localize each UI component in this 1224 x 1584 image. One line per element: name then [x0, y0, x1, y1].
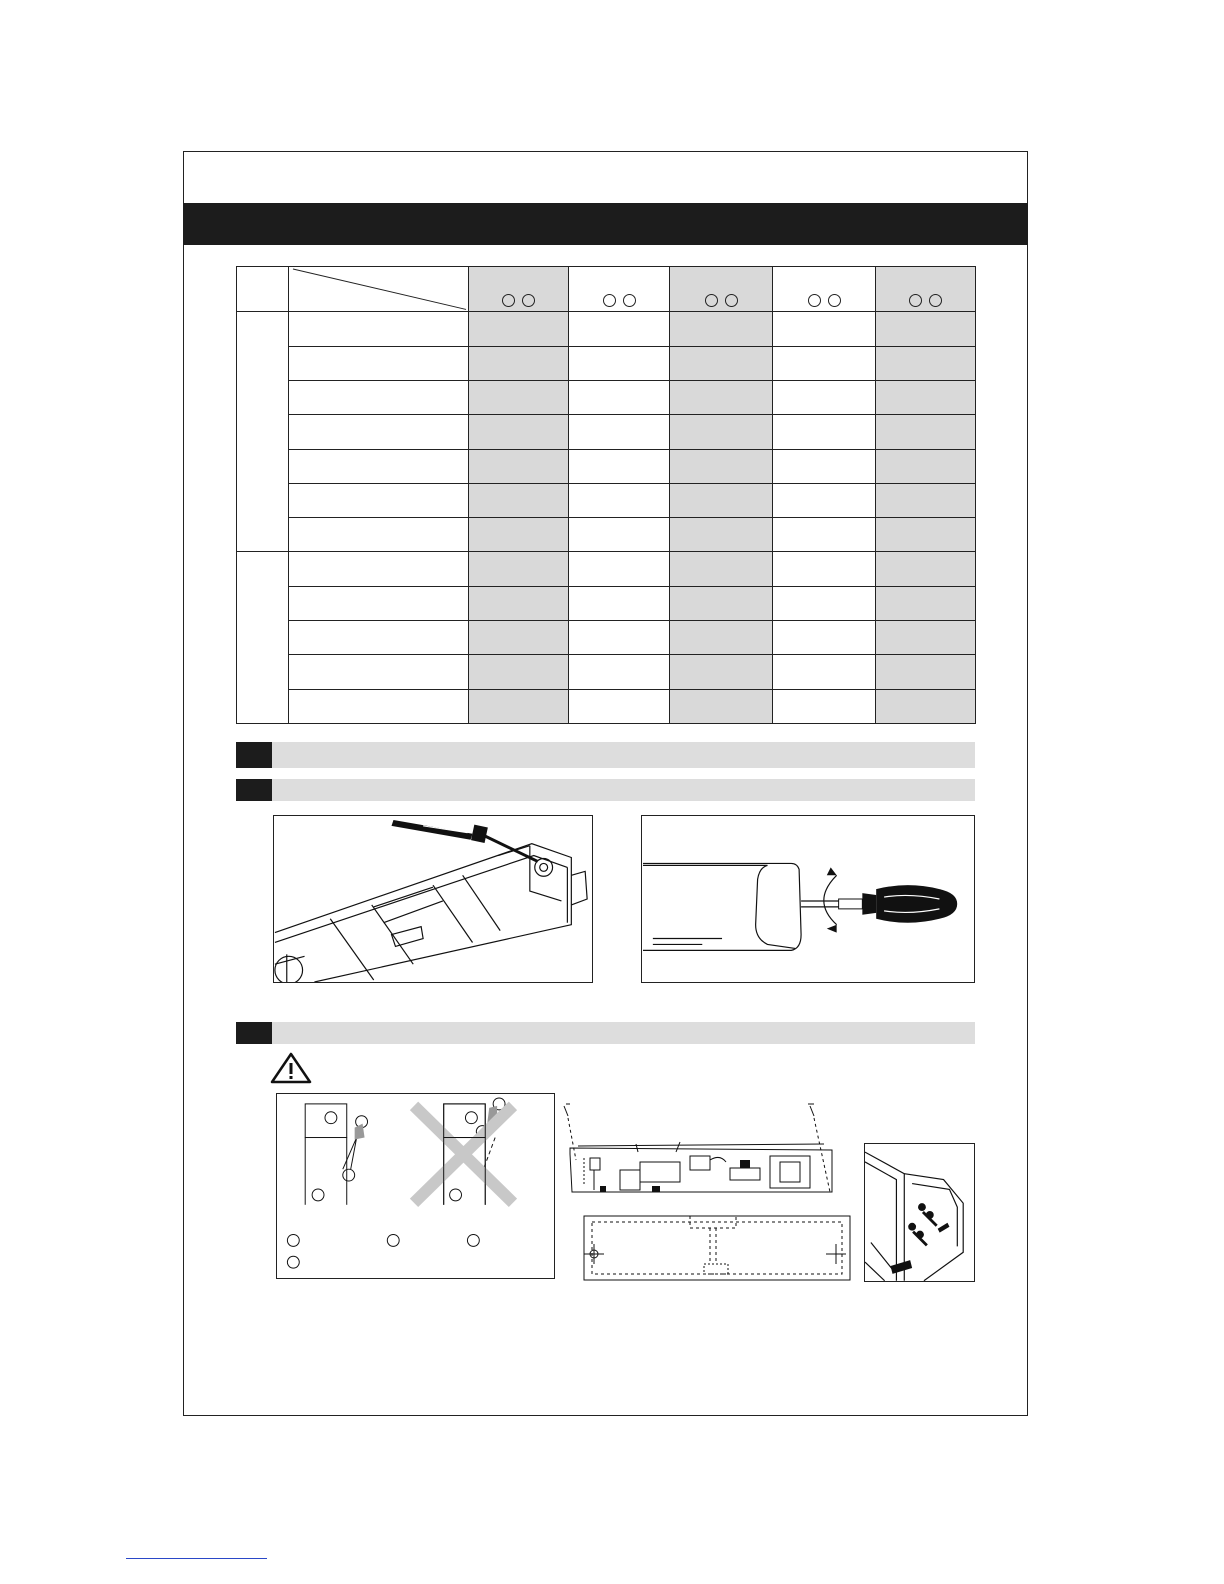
- footnote-link-underline[interactable]: [126, 1558, 267, 1559]
- row-label: [289, 655, 469, 689]
- table-cell: [876, 552, 976, 586]
- figure-detail: [864, 1143, 975, 1282]
- table-cell: [569, 586, 670, 620]
- step-3-tag: [236, 1022, 272, 1044]
- row-label: [289, 586, 469, 620]
- table-row: [237, 655, 976, 689]
- table-row: [237, 552, 976, 586]
- table-cell: [469, 621, 569, 655]
- diagonal-header-cell: [289, 267, 469, 312]
- figure-board-assembly: [560, 1100, 856, 1284]
- table-cell: [773, 483, 876, 517]
- table-cell: [876, 483, 976, 517]
- table-cell: [773, 518, 876, 552]
- table-cell: [670, 689, 773, 723]
- table-cell: [469, 552, 569, 586]
- table-row: [237, 449, 976, 483]
- table-header-row: [237, 267, 976, 312]
- row-label: [289, 449, 469, 483]
- table-cell: [469, 380, 569, 414]
- row-label: [289, 518, 469, 552]
- table-cell: [876, 518, 976, 552]
- table-row: [237, 312, 976, 346]
- end-cap-illustration: [642, 816, 974, 982]
- table-row: [237, 518, 976, 552]
- column-header: [876, 267, 976, 312]
- row-label: [289, 621, 469, 655]
- table-cell: [569, 655, 670, 689]
- table-cell: [670, 312, 773, 346]
- figure-end-cap: [641, 815, 975, 983]
- table-cell: [773, 621, 876, 655]
- step-1-tag: [236, 742, 272, 768]
- figure-open-case: [273, 815, 593, 983]
- table-cell: [773, 655, 876, 689]
- table-cell: [876, 380, 976, 414]
- table-cell: [670, 621, 773, 655]
- column-header: [670, 267, 773, 312]
- table-cell: [670, 483, 773, 517]
- table-cell: [670, 415, 773, 449]
- table-cell: [469, 689, 569, 723]
- table-cell: [876, 586, 976, 620]
- table-cell: [469, 449, 569, 483]
- detail-illustration: [865, 1144, 974, 1281]
- table-cell: [773, 415, 876, 449]
- table-cell: [469, 483, 569, 517]
- table-cell: [670, 449, 773, 483]
- figure-correct-incorrect: [276, 1093, 555, 1279]
- table-cell: [469, 586, 569, 620]
- table-cell: [876, 621, 976, 655]
- case-illustration: [274, 816, 592, 982]
- corner-cell: [237, 267, 289, 312]
- table-cell: [569, 483, 670, 517]
- table-cell: [569, 415, 670, 449]
- table-cell: [773, 689, 876, 723]
- warning-icon: [270, 1052, 312, 1084]
- column-header: [469, 267, 569, 312]
- table-cell: [469, 518, 569, 552]
- table-row: [237, 621, 976, 655]
- table-cell: [670, 586, 773, 620]
- table-cell: [469, 415, 569, 449]
- row-label: [289, 689, 469, 723]
- table-cell: [670, 380, 773, 414]
- table-cell: [469, 346, 569, 380]
- table-cell: [569, 346, 670, 380]
- table-row: [237, 415, 976, 449]
- step-2-bar: [236, 779, 975, 801]
- board-illustration: [560, 1100, 856, 1284]
- table-cell: [876, 415, 976, 449]
- spec-table: [236, 266, 976, 724]
- table-cell: [773, 586, 876, 620]
- row-label: [289, 380, 469, 414]
- section-title-bar: [183, 203, 1028, 245]
- step-1-bar: [236, 742, 975, 768]
- table-cell: [569, 518, 670, 552]
- table-row: [237, 346, 976, 380]
- table-cell: [670, 655, 773, 689]
- table-cell: [569, 312, 670, 346]
- column-header: [569, 267, 670, 312]
- column-header: [773, 267, 876, 312]
- row-label: [289, 312, 469, 346]
- row-label: [289, 346, 469, 380]
- table-cell: [876, 346, 976, 380]
- row-label: [289, 552, 469, 586]
- comparison-illustration: [277, 1094, 554, 1278]
- table-cell: [876, 312, 976, 346]
- table-cell: [773, 449, 876, 483]
- step-3-bar: [236, 1022, 975, 1044]
- table-row: [237, 483, 976, 517]
- table-cell: [876, 449, 976, 483]
- table-cell: [670, 552, 773, 586]
- screwdriver-icon: [839, 885, 958, 923]
- table-cell: [876, 689, 976, 723]
- table-cell: [469, 312, 569, 346]
- table-cell: [569, 380, 670, 414]
- table-cell: [773, 380, 876, 414]
- group-label-cell: [237, 552, 289, 724]
- row-label: [289, 483, 469, 517]
- table-cell: [569, 552, 670, 586]
- table-cell: [569, 621, 670, 655]
- table-cell: [876, 655, 976, 689]
- table-row: [237, 689, 976, 723]
- table-row: [237, 380, 976, 414]
- table-cell: [469, 655, 569, 689]
- table-cell: [569, 689, 670, 723]
- table-cell: [569, 449, 670, 483]
- table-cell: [670, 346, 773, 380]
- table-row: [237, 586, 976, 620]
- table-cell: [670, 518, 773, 552]
- table-cell: [773, 552, 876, 586]
- row-label: [289, 415, 469, 449]
- group-label-cell: [237, 312, 289, 552]
- step-2-tag: [236, 779, 272, 801]
- table-cell: [773, 346, 876, 380]
- table-cell: [773, 312, 876, 346]
